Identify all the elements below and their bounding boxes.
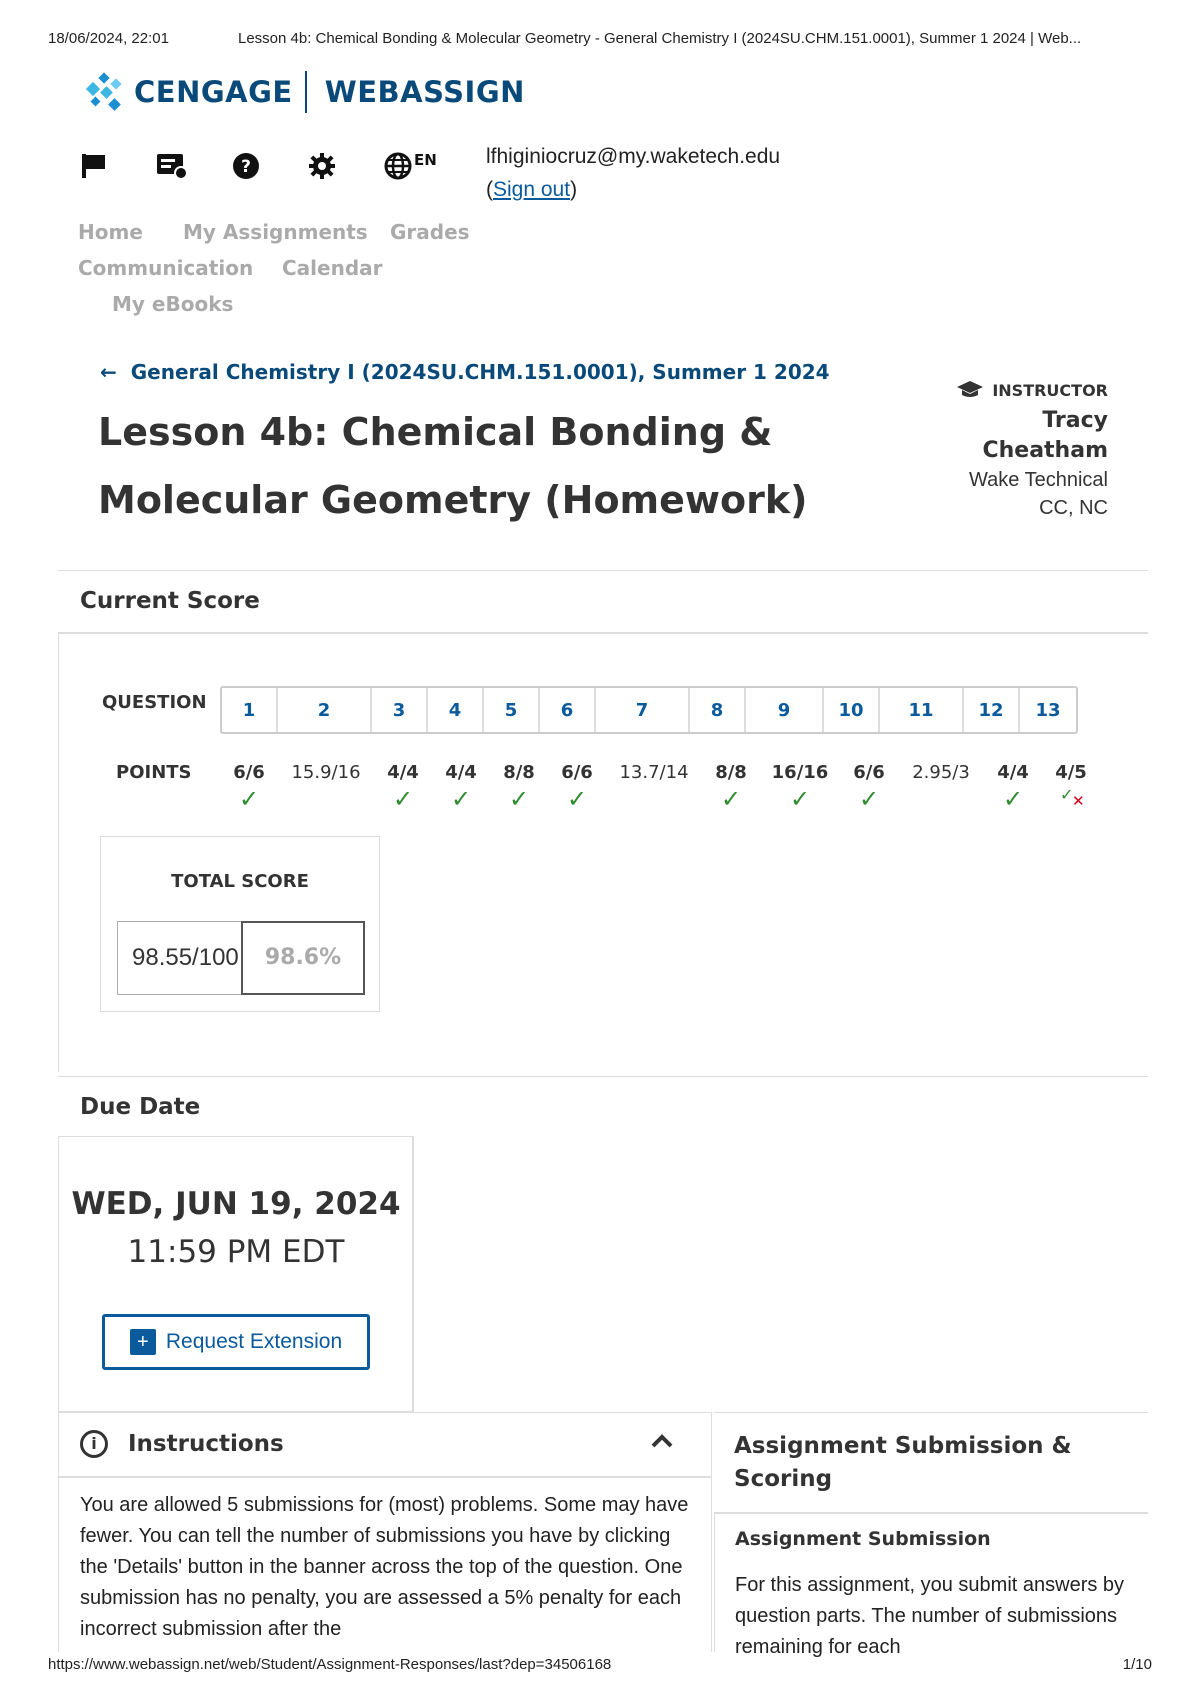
points-cell-5: [490, 762, 548, 812]
due-date-box: [58, 1136, 414, 1412]
checkmark-icon: ✓: [720, 785, 742, 813]
graduation-cap-icon: [956, 380, 984, 398]
nav-my-ebooks[interactable]: My eBooks: [112, 292, 234, 316]
checkmark-icon: ✓: [566, 785, 588, 813]
instructor-last-name: Cheatham: [982, 438, 1108, 463]
instructor-first-name: Tracy: [1042, 408, 1108, 433]
user-email: lfhiginiocruz@my.waketech.edu: [486, 145, 781, 168]
checkmark-icon: ✓: [508, 785, 530, 813]
instructions-heading: Instructions: [128, 1431, 284, 1457]
sign-out-link[interactable]: Sign out: [493, 178, 571, 201]
total-score-fraction: 98.55/100: [117, 921, 243, 995]
messages-icon[interactable]: [156, 148, 232, 184]
mixed-result-icons: [1056, 786, 1086, 812]
question-link-11[interactable]: 11: [880, 688, 964, 732]
question-link-1[interactable]: 1: [222, 688, 278, 732]
breadcrumb-course-link[interactable]: General Chemistry I (2024SU.CHM.151.0001), Summer 1 2024: [130, 360, 830, 384]
points-value: 16/16: [771, 762, 829, 783]
due-date-heading: Due Date: [80, 1094, 201, 1120]
x-mark-icon: ✕: [1072, 792, 1085, 810]
points-value: 15.9/16: [291, 762, 361, 783]
question-link-9[interactable]: 9: [746, 688, 824, 732]
points-row-label: POINTS: [116, 762, 192, 783]
due-date-value: WED, JUN 19, 2024: [71, 1186, 401, 1222]
assignment-submission-text: For this assignment, you submit answers by question parts. The number of submissions remaining for each: [735, 1574, 1125, 1658]
total-score-label: TOTAL SCORE: [171, 871, 309, 892]
toolbar: [80, 148, 444, 184]
question-link-6[interactable]: 6: [540, 688, 596, 732]
calendar-plus-icon: +: [130, 1329, 156, 1355]
checkmark-icon: ✓: [450, 785, 472, 813]
assignment-submission-heading: Assignment Submission: [735, 1528, 991, 1550]
flag-icon[interactable]: [80, 148, 156, 184]
points-value: 4/4: [445, 762, 477, 783]
print-title: Lesson 4b: Chemical Bonding & Molecular Geometry - General Chemistry I (2024SU.CHM.151.0001), Summer 1 2024 | Web...: [238, 30, 1082, 47]
checkmark-icon: ✓: [392, 785, 414, 813]
nav-calendar[interactable]: Calendar: [282, 256, 383, 280]
nav-home[interactable]: Home: [78, 220, 143, 244]
question-link-3[interactable]: 3: [372, 688, 428, 732]
help-icon[interactable]: [232, 148, 308, 184]
settings-icon[interactable]: [308, 148, 384, 184]
nav-my-assignments[interactable]: My Assignments: [183, 220, 368, 244]
user-info: [486, 140, 780, 206]
sign-out-wrapper: [486, 173, 780, 206]
instructions-header-divider: [58, 1476, 712, 1478]
points-cell-2: [278, 762, 374, 812]
logo-cengage-text: CENGAGE: [134, 75, 293, 109]
checkmark-icon: ✓: [858, 785, 880, 813]
points-value: 8/8: [503, 762, 535, 783]
checkmark-icon: ✓: [789, 785, 811, 813]
nav-grades[interactable]: Grades: [390, 220, 470, 244]
points-row: [220, 762, 1100, 812]
nav-communication[interactable]: Communication: [78, 256, 254, 280]
breadcrumb[interactable]: [100, 360, 830, 384]
total-score-percent: 98.6%: [241, 921, 365, 995]
request-extension-button[interactable]: [102, 1314, 370, 1370]
points-value: 6/6: [561, 762, 593, 783]
page-title: Lesson 4b: Chemical Bonding & Molecular Geometry (Homework): [98, 410, 808, 522]
points-cell-11: [898, 762, 984, 812]
sign-out-close-paren: ): [570, 178, 578, 201]
chevron-up-icon[interactable]: [650, 1430, 674, 1455]
points-value: 8/8: [715, 762, 747, 783]
points-cell-8: [702, 762, 760, 812]
print-datetime: 18/06/2024, 22:01: [48, 30, 169, 47]
svg-text:?: ?: [241, 157, 251, 177]
due-time-value: 11:59 PM EDT: [127, 1234, 345, 1270]
checkmark-icon: ✓: [238, 785, 260, 813]
points-cell-6: [548, 762, 606, 812]
instructor-institution-line2: CC, NC: [1039, 497, 1108, 519]
instructor-institution-line1: Wake Technical: [969, 469, 1108, 491]
instructions-text: You are allowed 5 submissions for (most) problems. Some may have fewer. You can tell the number of submissions you have by clicking the 'Details' button in the banner across the top of the question. One submission has no penalty, you are assessed a 5% penalty for each incorrect submission after the: [80, 1494, 689, 1640]
info-icon: i: [80, 1430, 108, 1458]
total-score-box: [100, 836, 380, 1012]
question-link-10[interactable]: 10: [824, 688, 880, 732]
points-cell-3: [374, 762, 432, 812]
question-row-label: QUESTION: [102, 692, 207, 713]
instructions-header[interactable]: [80, 1430, 284, 1458]
request-extension-label: Request Extension: [165, 1330, 343, 1353]
score-top-divider: [58, 570, 1148, 571]
checkmark-icon: ✓: [1002, 785, 1024, 813]
language-label: EN: [414, 151, 437, 169]
points-cell-4: [432, 762, 490, 812]
print-url: https://www.webassign.net/web/Student/Assignment-Responses/last?dep=34506168: [48, 1656, 612, 1673]
points-value: 6/6: [853, 762, 885, 783]
instructor-label-row: [908, 380, 1108, 400]
question-link-4[interactable]: 4: [428, 688, 484, 732]
checkmark-icon: ✓: [1060, 785, 1074, 804]
question-link-8[interactable]: 8: [690, 688, 746, 732]
question-link-2[interactable]: 2: [278, 688, 372, 732]
assignment-submission-section: [714, 1512, 1148, 1658]
question-number-row: [220, 686, 1078, 734]
points-value: 4/4: [997, 762, 1029, 783]
due-top-divider: [58, 1076, 1148, 1077]
cengage-webassign-logo[interactable]: [82, 70, 525, 114]
question-link-13[interactable]: 13: [1035, 699, 1061, 721]
logo-divider: [305, 71, 307, 113]
logo-webassign-text: WEBASSIGN: [324, 75, 525, 109]
points-cell-9: [760, 762, 840, 812]
question-link-5[interactable]: 5: [484, 688, 540, 732]
instructor-info: [908, 380, 1108, 522]
points-value: 6/6: [233, 762, 265, 783]
current-score-heading: Current Score: [80, 588, 260, 614]
cengage-logo-icon: [82, 70, 128, 114]
submission-scoring-heading: Assignment Submission & Scoring: [734, 1433, 1072, 1492]
points-value: 2.95/3: [912, 762, 970, 783]
points-cell-12: [984, 762, 1042, 812]
question-link-7[interactable]: 7: [596, 688, 690, 732]
points-cell-13: [1042, 762, 1100, 812]
points-cell-1: [220, 762, 278, 812]
instructor-label: INSTRUCTOR: [992, 381, 1108, 400]
back-arrow-icon: ←: [100, 360, 117, 384]
points-value: 13.7/14: [619, 762, 689, 783]
sign-out-open-paren: (: [486, 178, 493, 201]
points-cell-10: [840, 762, 898, 812]
print-page-number: 1/10: [1122, 1656, 1152, 1673]
globe-icon[interactable]: [384, 148, 444, 184]
points-value: 4/5: [1055, 762, 1087, 783]
question-link-12[interactable]: 12: [964, 688, 1020, 732]
points-cell-7: [606, 762, 702, 812]
points-value: 4/4: [387, 762, 419, 783]
